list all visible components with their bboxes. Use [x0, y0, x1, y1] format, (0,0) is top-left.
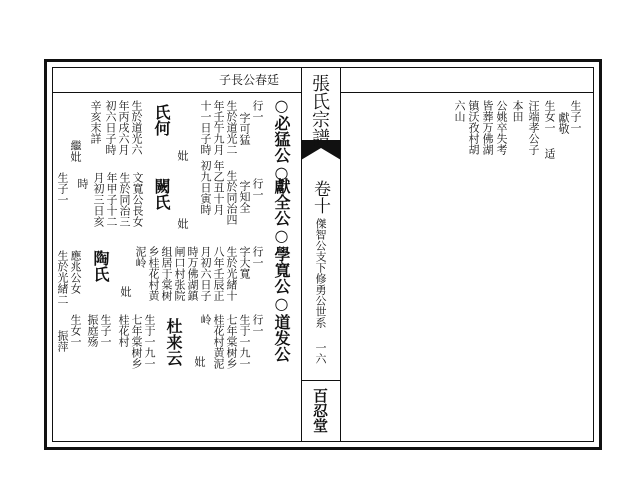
- gen1-line: 年壬午九月: [212, 100, 225, 155]
- ancestor-1: ○必猛公○: [272, 96, 291, 182]
- gen2-wife-line: 生於同治三: [118, 172, 131, 227]
- gen3-line: 妣: [119, 286, 132, 297]
- gen2-wife-line: 時: [76, 178, 89, 189]
- gen4-wife-line: 振庭殇: [86, 314, 99, 347]
- gen4-wife-line: 桂花村: [117, 314, 130, 347]
- spine-subtitle: 傑智公支下修勇公世系: [314, 218, 327, 328]
- spine-fishtail: [301, 140, 341, 180]
- ancestor-4: 道发公: [272, 314, 291, 362]
- gen1-line: 生於道光二: [225, 100, 238, 155]
- gen2-wife-line: 生子一: [56, 172, 69, 205]
- gen3-line: 行一: [251, 246, 264, 268]
- gen4-wife-line: 七年棠树乡: [130, 314, 143, 369]
- gen3-wife-line: 生於光緒二: [56, 250, 69, 305]
- gen3-line: 闸口村张院: [173, 246, 186, 301]
- gen3-line: 字大寬: [238, 246, 251, 279]
- gen2-wife-line: 月初三日亥: [92, 172, 105, 227]
- spine-hall: 百忍堂: [311, 388, 329, 433]
- gen3-line: 時万佛湖鎮: [186, 246, 199, 301]
- header-divider-right: [340, 92, 594, 93]
- right-line: 生女一: [543, 100, 556, 133]
- gen2-line: 生於同治四: [225, 170, 238, 225]
- gen1-wife-line: 初六日子時: [104, 100, 117, 155]
- gen3-wife-line: 應兆公女: [69, 250, 82, 294]
- spine-title: 張氏宗譜: [309, 74, 330, 146]
- ancestor-3: 學寬公○: [272, 246, 291, 313]
- gen4-wife-line: 振萍: [56, 330, 69, 352]
- gen1-wife-line: 生於道光六: [130, 100, 143, 155]
- gen1-line: 妣: [176, 150, 189, 161]
- gen4-wife-line: 生于一九一: [143, 314, 156, 369]
- right-line: 公姚卒失考: [495, 100, 508, 155]
- gen3-line: 生於光緒十: [225, 246, 238, 301]
- gen3-line: 月初六日子: [199, 246, 212, 301]
- gen2-line: 妣: [176, 218, 189, 229]
- gen4-wife-line: 生女一: [69, 314, 82, 347]
- gen3-wife: 陶氏: [91, 250, 110, 282]
- gen3-line: 组居于棠树: [160, 246, 173, 301]
- spine-right-line: [340, 67, 341, 442]
- gen4-line: 岭: [199, 314, 212, 325]
- right-line: 本田: [511, 100, 524, 122]
- gen4-line: 行一: [251, 314, 264, 336]
- ancestor-2: 獻全公○: [272, 178, 291, 245]
- right-line: 镇沃孜村胡: [467, 100, 480, 155]
- gen1-line: 行一: [251, 100, 264, 122]
- gen3-line: 泥岭: [134, 246, 147, 268]
- gen2-line: 字知全: [238, 180, 251, 213]
- right-line: 獻敬: [557, 112, 570, 134]
- right-line: 汪端孝公子: [527, 100, 540, 155]
- right-line: 生子一: [569, 100, 582, 133]
- gen4-line: 桂花村黄泥: [212, 314, 225, 369]
- gen2-line: 行一: [251, 178, 264, 200]
- gen1-wife: 氏何: [152, 104, 171, 136]
- gen1-line: 十一日子時: [199, 100, 212, 155]
- spine-left-line: [301, 67, 302, 442]
- gen2-wife-line: 年甲子十二: [105, 172, 118, 227]
- gen3-line: 八年壬辰正: [212, 246, 225, 301]
- gen2-wife-line: 文寬公長女: [131, 172, 144, 227]
- gen1-wife-line: 年丙戌六月: [117, 100, 130, 155]
- spine-volume: 卷十: [310, 180, 330, 214]
- gen4-line: 生于一九一: [238, 314, 251, 369]
- gen4-line: 妣: [193, 356, 206, 367]
- header-divider: [52, 92, 301, 93]
- header-caption: 子長公春廷: [219, 73, 280, 87]
- gen2-line: 年乙丑十月: [212, 160, 225, 215]
- gen3-line: 乡桂花村黄: [147, 246, 160, 301]
- spine-page: 一六: [314, 342, 327, 364]
- gen4-wife: 杜来云: [164, 318, 183, 366]
- right-line: 皆葬万佛湖: [481, 100, 494, 155]
- gen1-wife-line: 辛亥末詳: [89, 100, 102, 144]
- gen4-line: 七年棠树乡: [225, 314, 238, 369]
- gen1-line: 字可猛: [238, 112, 251, 145]
- gen2-line: 初九日寅時: [199, 160, 212, 215]
- gen4-wife-line: 生子一: [99, 314, 112, 347]
- gen1-wife-line: 繼妣: [69, 140, 82, 162]
- gen2-wife: 闕氏: [152, 178, 171, 210]
- right-line: 适: [543, 148, 556, 159]
- spine-divider-bottom: [301, 380, 340, 381]
- right-line: 六山: [453, 100, 466, 122]
